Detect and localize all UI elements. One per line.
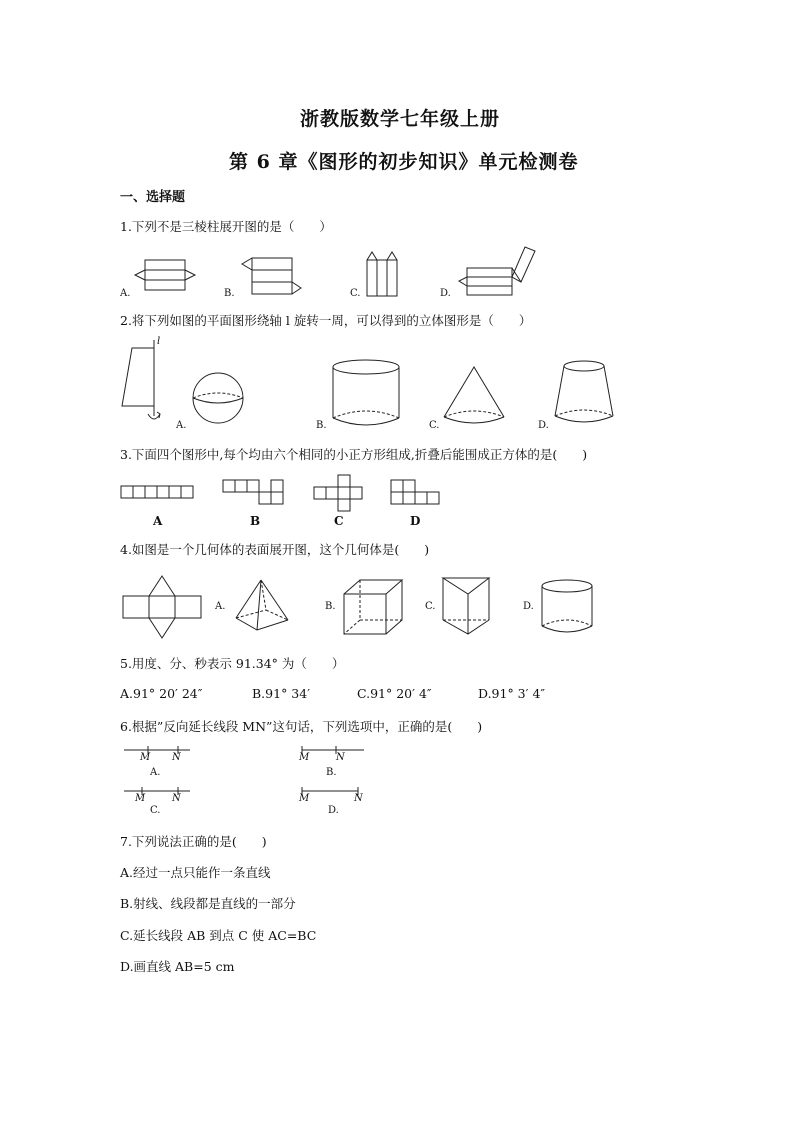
q6-d-point-n: N	[354, 793, 363, 804]
q4-cube	[342, 578, 406, 636]
q5-option-a: A.91° 20′ 24″	[120, 686, 203, 701]
q1-option-c-label: C.	[350, 288, 361, 299]
q2-cone	[441, 365, 507, 427]
q3-net-b	[222, 478, 288, 508]
q2-cylinder	[330, 358, 402, 428]
q7-option-c: C.延长线段 AB 到点 C 使 AC=BC	[120, 928, 317, 943]
q2-frustum	[552, 358, 616, 428]
q6-c-point-m: M	[135, 793, 146, 804]
q7-option-a: A.经过一点只能作一条直线	[120, 865, 271, 880]
q3-option-d-label: D	[410, 514, 421, 528]
q6-option-d-label: D.	[328, 805, 339, 816]
q2-option-b-label: B.	[316, 420, 327, 431]
q4-option-a-label: A.	[215, 601, 226, 612]
q2-option-d-label: D.	[538, 420, 549, 431]
q6-b-point-m: M	[299, 752, 310, 763]
q4-option-d-label: D.	[523, 601, 534, 612]
q5-option-c: C.91° 20′ 4″	[357, 686, 432, 701]
question-3-stem: 3.下面四个图形中,每个均由六个相同的小正方形组成,折叠后能围成正方体的是( )	[120, 447, 588, 462]
q6-option-c-label: C.	[150, 805, 161, 816]
q6-option-b-label: B.	[326, 767, 337, 778]
q6-a-point-n: N	[172, 752, 181, 763]
q1-option-a-label: A.	[120, 288, 131, 299]
page-subtitle: 第 6 章《图形的初步知识》单元检测卷	[229, 151, 579, 173]
question-5-stem: 5.用度、分、秒表示 91.34° 为（ ）	[120, 656, 345, 671]
question-7-stem: 7.下列说法正确的是( )	[120, 834, 267, 849]
q4-surface-net	[122, 574, 204, 640]
question-1-stem: 1.下列不是三棱柱展开图的是（ ）	[120, 219, 332, 234]
q7-option-b: B.射线、线段都是直线的一部分	[120, 896, 296, 911]
q2-option-a-label: A.	[176, 420, 187, 431]
q1-net-a	[133, 254, 198, 298]
q2-sphere	[190, 370, 246, 426]
q1-option-b-label: B.	[224, 288, 235, 299]
q6-b-point-n: N	[336, 752, 345, 763]
section-heading: 一、选择题	[120, 190, 186, 205]
q1-net-c	[362, 250, 402, 298]
q4-option-b-label: B.	[325, 601, 336, 612]
question-2-stem: 2.将下列如图的平面图形绕轴 l 旋转一周，可以得到的立体图形是（ ）	[120, 313, 532, 328]
q6-c-point-n: N	[172, 793, 181, 804]
q5-option-b: B.91° 34′	[252, 686, 311, 701]
q6-a-point-m: M	[140, 752, 151, 763]
q4-triangular-prism	[440, 574, 492, 636]
q3-option-b-label: B	[250, 514, 261, 528]
q4-pyramid	[233, 578, 291, 636]
q6-option-a-label: A.	[150, 767, 161, 778]
q6-figure-c	[122, 786, 192, 796]
q2-plane-figure	[118, 336, 180, 428]
q3-option-a-label: A	[153, 514, 163, 528]
page-title: 浙教版数学七年级上册	[300, 108, 501, 130]
q2-option-c-label: C.	[429, 420, 440, 431]
q6-figure-a	[122, 745, 192, 755]
q4-option-c-label: C.	[425, 601, 436, 612]
q5-option-d: D.91° 3′ 4″	[478, 686, 546, 701]
question-6-stem: 6.根据”反向延长线段 MN”这句话，下列选项中，正确的是( )	[120, 719, 483, 734]
q1-option-d-label: D.	[440, 288, 451, 299]
q6-d-point-m: M	[299, 793, 310, 804]
q4-cylinder	[540, 578, 594, 636]
q7-option-d: D.画直线 AB=5 cm	[120, 959, 235, 974]
q1-net-b	[238, 254, 303, 298]
q3-net-a	[120, 484, 196, 500]
q1-net-d	[455, 244, 540, 298]
question-4-stem: 4.如图是一个几何体的表面展开图，这个几何体是( )	[120, 542, 430, 557]
axis-l-label: l	[157, 336, 161, 347]
q3-net-c	[313, 474, 365, 514]
q3-net-d	[390, 478, 444, 508]
q3-option-c-label: C	[334, 514, 344, 528]
